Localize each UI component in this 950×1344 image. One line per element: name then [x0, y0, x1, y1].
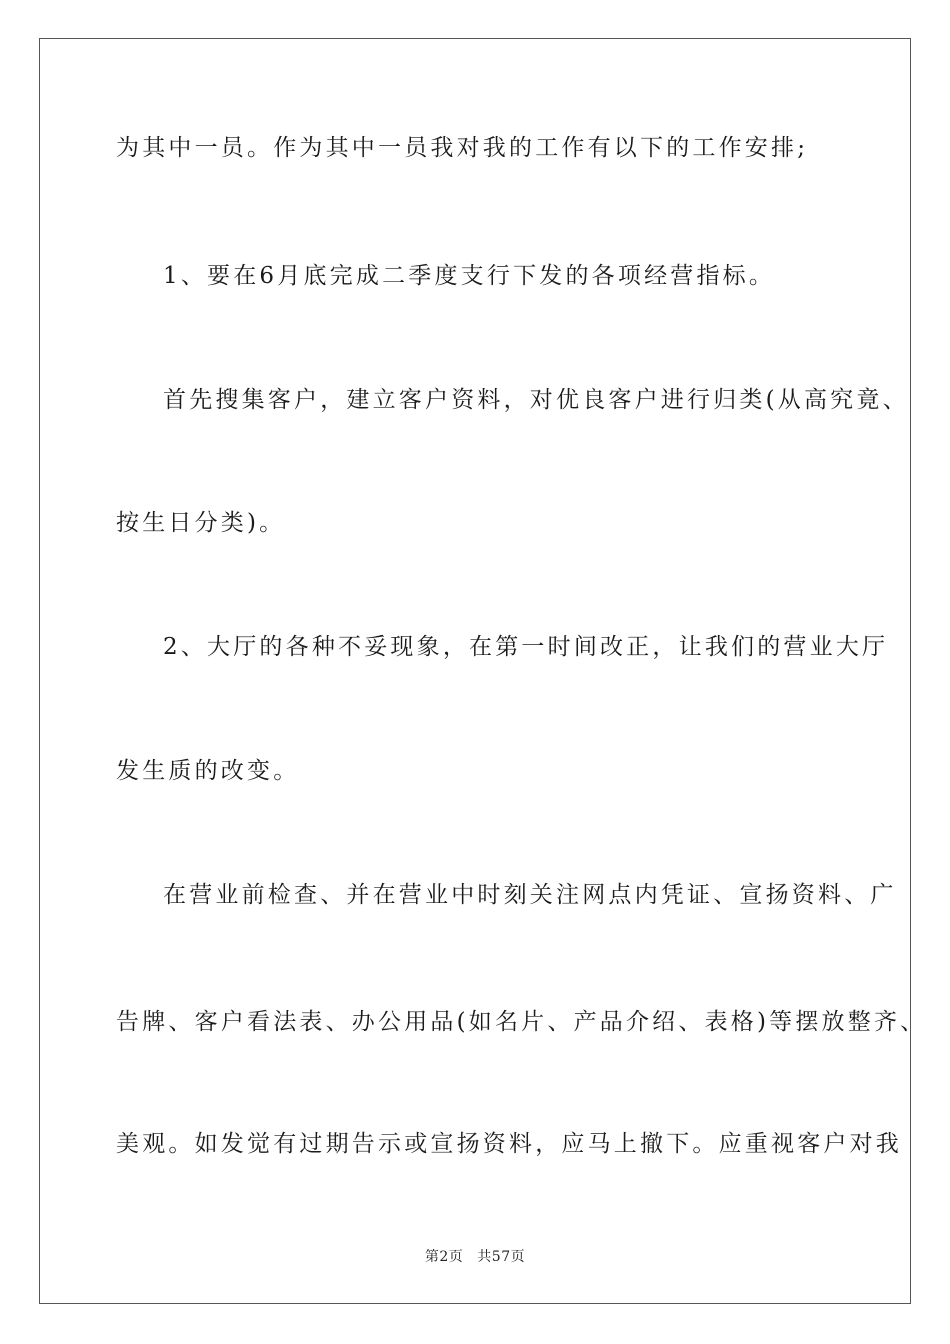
text-line-8: 告牌、客户看法表、办公用品(如名片、产品介绍、表格)等摆放整齐、	[116, 1009, 927, 1035]
page-footer	[0, 1246, 950, 1266]
page-border	[39, 38, 911, 1304]
text-line-1: 为其中一员。作为其中一员我对我的工作有以下的工作安排;	[116, 135, 809, 161]
text-line-3: 首先搜集客户，建立客户资料，对优良客户进行归类(从高究竟、	[163, 387, 909, 413]
text-line-6: 发生质的改变。	[116, 758, 300, 784]
text-line-4: 按生日分类)。	[116, 510, 286, 536]
page-number-label: 第2页	[424, 1249, 464, 1265]
text-line-7: 在营业前检查、并在营业中时刻关注网点内凭证、宣扬资料、广	[163, 882, 897, 908]
text-line-2: 1、要在6月底完成二季度支行下发的各项经营指标。	[163, 263, 776, 289]
text-line-9: 美观。如发觉有过期告示或宣扬资料，应马上撤下。应重视客户对我	[116, 1131, 902, 1157]
text-line-5: 2、大厅的各种不妥现象，在第一时间改正，让我们的营业大厅	[163, 634, 889, 660]
page-total-label: 共57页	[477, 1249, 526, 1265]
